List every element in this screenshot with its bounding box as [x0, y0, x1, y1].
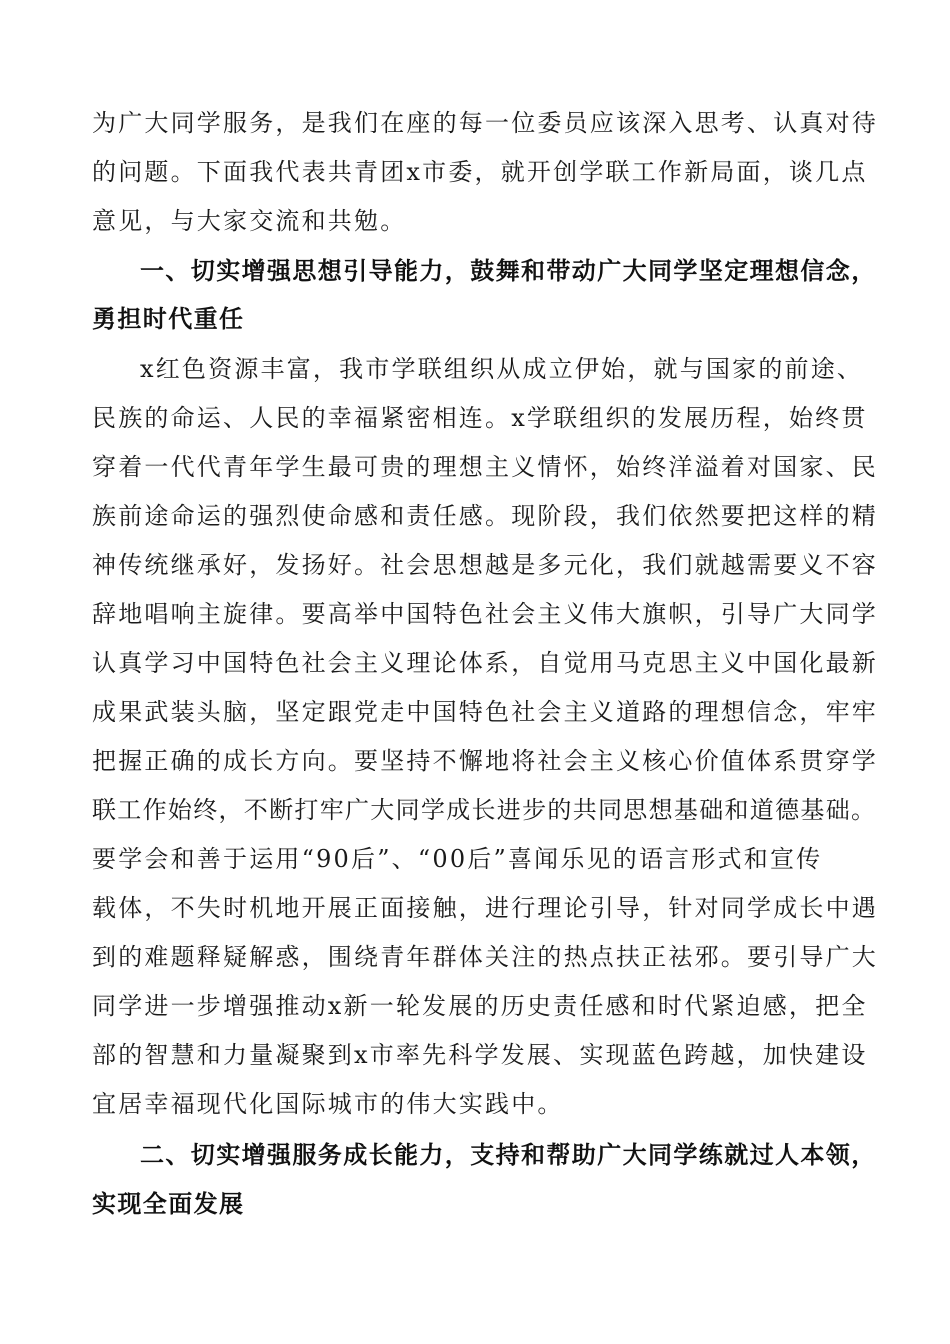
section-heading-2: 二、切实增强服务成长能力，支持和帮助广大同学练就过人本领， [140, 1141, 877, 1169]
body-text-line: 同学进一步增强推动x新一轮发展的历史责任感和时代紧迫感，把全 [92, 992, 868, 1020]
body-text-line: 要学会和善于运用“90后”、“00后”喜闻乐见的语言形式和宣传 [92, 845, 823, 873]
section-heading-1: 一、切实增强思想引导能力，鼓舞和带动广大同学坚定理想信念， [140, 257, 877, 285]
section-heading-1-cont: 勇担时代重任 [92, 305, 245, 333]
body-text-line: 成果武装头脑，坚定跟党走中国特色社会主义道路的理想信念，牢牢 [92, 698, 878, 726]
body-text-line: 神传统继承好，发扬好。社会思想越是多元化，我们就越需要义不容 [92, 551, 878, 579]
body-text-line: 族前途命运的强烈使命感和责任感。现阶段，我们依然要把这样的精 [92, 502, 878, 530]
body-text-line: 联工作始终，不断打牢广大同学成长进步的共同思想基础和道德基础。 [92, 796, 877, 824]
section-heading-2-cont: 实现全面发展 [92, 1190, 245, 1218]
body-text-line: 到的难题释疑解惑，围绕青年群体关注的热点扶正祛邪。要引导广大 [92, 943, 878, 971]
body-text-line: 辞地唱响主旋律。要高举中国特色社会主义伟大旗帜，引导广大同学 [92, 600, 878, 628]
body-text-line: 部的智慧和力量凝聚到x市率先科学发展、实现蓝色跨越，加快建设 [92, 1041, 868, 1069]
body-text-line: 把握正确的成长方向。要坚持不懈地将社会主义核心价值体系贯穿学 [92, 747, 878, 775]
body-text-line: 为广大同学服务，是我们在座的每一位委员应该深入思考、认真对待 [92, 109, 878, 137]
body-text-line: 意见，与大家交流和共勉。 [92, 207, 407, 235]
body-text-line: 民族的命运、人民的幸福紧密相连。x学联组织的发展历程，始终贯 [92, 404, 868, 432]
body-text-line: 宜居幸福现代化国际城市的伟大实践中。 [92, 1090, 564, 1118]
body-text-line: 穿着一代代青年学生最可贵的理想主义情怀，始终洋溢着对国家、民 [92, 453, 878, 481]
body-text-line: 载体，不失时机地开展正面接触，进行理论引导，针对同学成长中遇 [92, 894, 878, 922]
body-text-line: x红色资源丰富，我市学联组织从成立伊始，就与国家的前途、 [140, 355, 864, 383]
body-text-line: 认真学习中国特色社会主义理论体系，自觉用马克思主义中国化最新 [92, 649, 878, 677]
body-text-line: 的问题。下面我代表共青团x市委，就开创学联工作新局面，谈几点 [92, 158, 868, 186]
